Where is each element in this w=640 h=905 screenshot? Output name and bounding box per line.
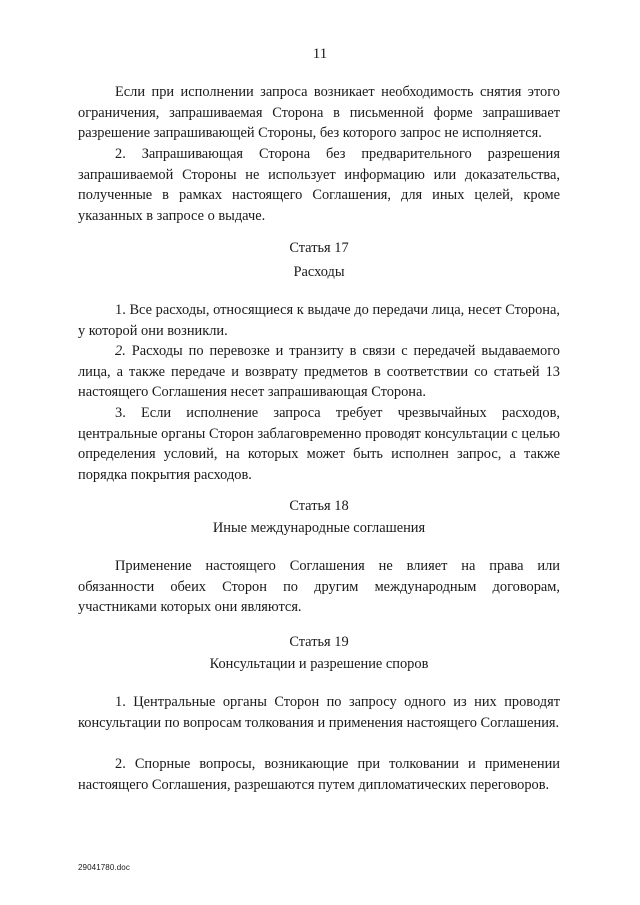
article-17-paragraph-1: 1. Все расходы, относящиеся к выдаче до передачи лица, несет Сторона, у которой они возникли.: [78, 302, 560, 339]
article-17-title: Статья 17: [289, 240, 349, 256]
article-19-paragraph-2: 2. Спорные вопросы, возникающие при толковании и применении настоящего Соглашения, разрешаются путем дипломатических переговоров.: [78, 756, 560, 793]
article-19-subtitle: Консультации и разрешение споров: [209, 656, 429, 672]
article-19-paragraph-1: 1. Центральные органы Сторон по запросу одного из них проводят консультации по вопросам толкования и применения настоящего Соглашения.: [78, 694, 560, 731]
article-18-subtitle: Иные международные соглашения: [212, 520, 426, 536]
paragraph-continuation: Если при исполнении запроса возникает необходимость снятия этого ограничения, запрашиваемая Сторона в письменной форме запрашивает разрешение запрашивающей Стороны, без которого запрос не исполняется.: [78, 84, 560, 141]
article-17-subtitle: Расходы: [293, 264, 345, 280]
article-17-paragraph-3: 3. Если исполнение запроса требует чрезвычайных расходов, центральные органы Сторон заблаговременно проводят консультации с целью определения условий, на которых может быть исполнен запрос, а также порядка покрытия расходов.: [78, 405, 560, 483]
article-17-paragraph-2-text: Расходы по перевозке и транзиту в связи с передачей выдаваемого лица, а также передаче и возврату предметов в соответствии со статьей 13 настоящего Соглашения несет запрашивающая Сторона.: [78, 343, 560, 400]
article-17-paragraph-2: [78, 341, 560, 403]
article-18-title: Статья 18: [289, 498, 349, 514]
article-18-paragraph-1: Применение настоящего Соглашения не влияет на права или обязанности обеих Сторон по другим международным договорам, участниками которых они являются.: [78, 558, 560, 615]
page-number: 11: [312, 46, 328, 62]
paragraph-item-2: 2. Запрашивающая Сторона без предварительного разрешения запрашиваемой Стороны не использует информацию или доказательства, полученные в рамках настоящего Соглашения, для иных целей, кроме указанных в запросе о выдаче.: [78, 146, 560, 224]
footer-filename: 29041780.doc: [78, 863, 130, 872]
article-19-title: Статья 19: [289, 634, 349, 650]
article-17-paragraph-2-number: 2.: [115, 343, 126, 359]
